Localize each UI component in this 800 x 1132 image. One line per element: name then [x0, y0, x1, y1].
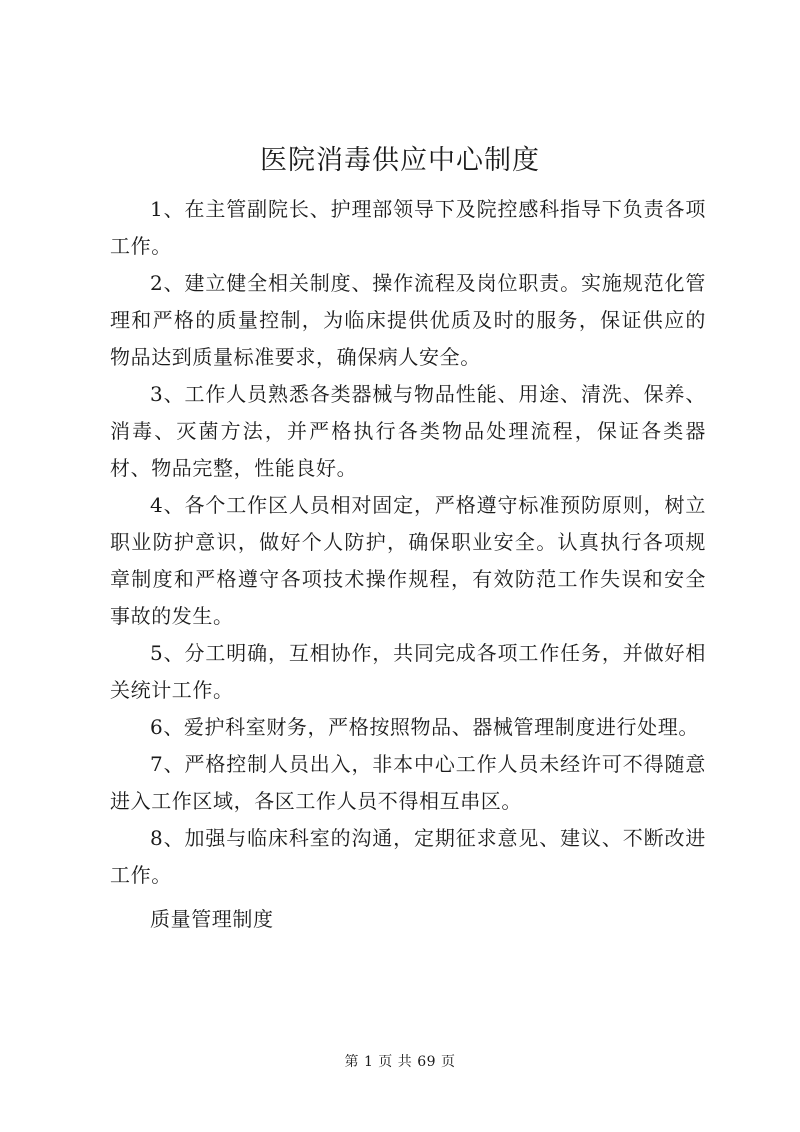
paragraph-8: 8、加强与临床科室的沟通，定期征求意见、建议、不断改进工作。 [110, 826, 706, 887]
paragraph-2: 2、建立健全相关制度、操作流程及岗位职责。实施规范化管理和严格的质量控制，为临床提供优质及时的服务，保证供应的物品达到质量标准要求，确保病人安全。 [110, 271, 706, 369]
paragraph-6: 6、爱护科室财务，严格按照物品、器械管理制度进行处理。 [150, 715, 699, 739]
page-number-footer: 第 1 页 共 69 页 [344, 1054, 456, 1070]
paragraph-4: 4、各个工作区人员相对固定，严格遵守标准预防原则，树立职业防护意识，做好个人防护，确保职业安全。认真执行各项规章制度和严格遵守各项技术操作规程，有效防范工作失误和安全事故的发生。 [110, 493, 706, 628]
section-subheading: 质量管理制度 [150, 907, 274, 931]
document-body [110, 191, 706, 938]
paragraph-7: 7、严格控制人员出入，非本中心工作人员未经许可不得随意进入工作区域，各区工作人员不得相互串区。 [110, 752, 706, 813]
paragraph-3: 3、工作人员熟悉各类器械与物品性能、用途、清洗、保养、消毒、灭菌方法，并严格执行各类物品处理流程，保证各类器材、物品完整，性能良好。 [110, 382, 706, 480]
paragraph-5: 5、分工明确，互相协作，共同完成各项工作任务，并做好相关统计工作。 [110, 641, 706, 702]
document-title: 医院消毒供应中心制度 [260, 145, 540, 176]
paragraph-1: 1、在主管副院长、护理部领导下及院控感科指导下负责各项工作。 [110, 197, 706, 258]
